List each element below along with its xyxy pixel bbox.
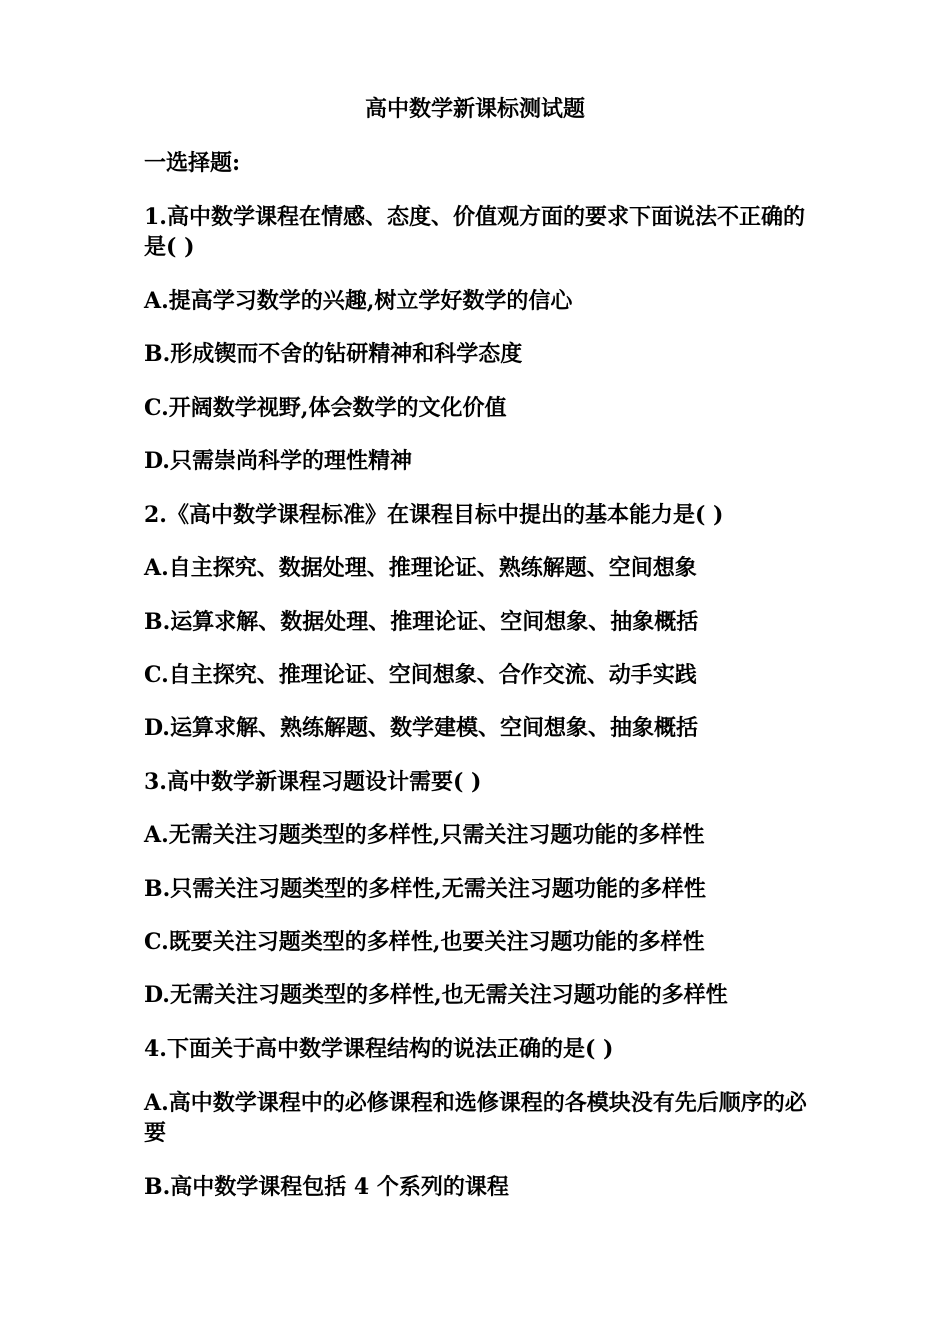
question-1-option-c: C.开阔数学视野,体会数学的文化价值 — [144, 395, 507, 421]
question-3-option-a: A.无需关注习题类型的多样性,只需关注习题功能的多样性 — [144, 822, 705, 848]
question-2-option-b: B.运算求解、数据处理、推理论证、空间想象、抽象概括 — [144, 609, 699, 635]
question-4-option-a: A.高中数学课程中的必修课程和选修课程的各模块没有先后顺序的必要 — [144, 1090, 807, 1146]
question-2-option-d: D.运算求解、熟练解题、数学建模、空间想象、抽象概括 — [144, 715, 698, 741]
question-4-option-b: B.高中数学课程包括 4 个系列的课程 — [144, 1174, 509, 1200]
question-3-option-d: D.无需关注习题类型的多样性,也无需关注习题功能的多样性 — [144, 982, 728, 1008]
question-1-option-b: B.形成锲而不舍的钻研精神和科学态度 — [144, 341, 523, 367]
question-2-option-a: A.自主探究、数据处理、推理论证、熟练解题、空间想象 — [144, 555, 697, 581]
section-heading: 一选择题: — [144, 150, 241, 176]
question-2-option-c: C.自主探究、推理论证、空间想象、合作交流、动手实践 — [144, 662, 697, 688]
question-1-stem: 1.高中数学课程在情感、态度、价值观方面的要求下面说法不正确的是( ) — [144, 204, 805, 260]
question-1-option-d: D.只需崇尚科学的理性精神 — [144, 448, 412, 474]
document-title: 高中数学新课标测试题 — [364, 96, 585, 122]
question-1-option-a: A.提高学习数学的兴趣,树立学好数学的信心 — [144, 288, 573, 314]
question-3-option-c: C.既要关注习题类型的多样性,也要关注习题功能的多样性 — [144, 929, 705, 955]
question-3-stem: 3.高中数学新课程习题设计需要( ) — [144, 769, 482, 795]
question-3-option-b: B.只需关注习题类型的多样性,无需关注习题功能的多样性 — [144, 876, 706, 902]
question-2-stem: 2.《高中数学课程标准》在课程目标中提出的基本能力是( ) — [144, 502, 724, 528]
question-4-stem: 4.下面关于高中数学课程结构的说法正确的是( ) — [144, 1036, 614, 1062]
